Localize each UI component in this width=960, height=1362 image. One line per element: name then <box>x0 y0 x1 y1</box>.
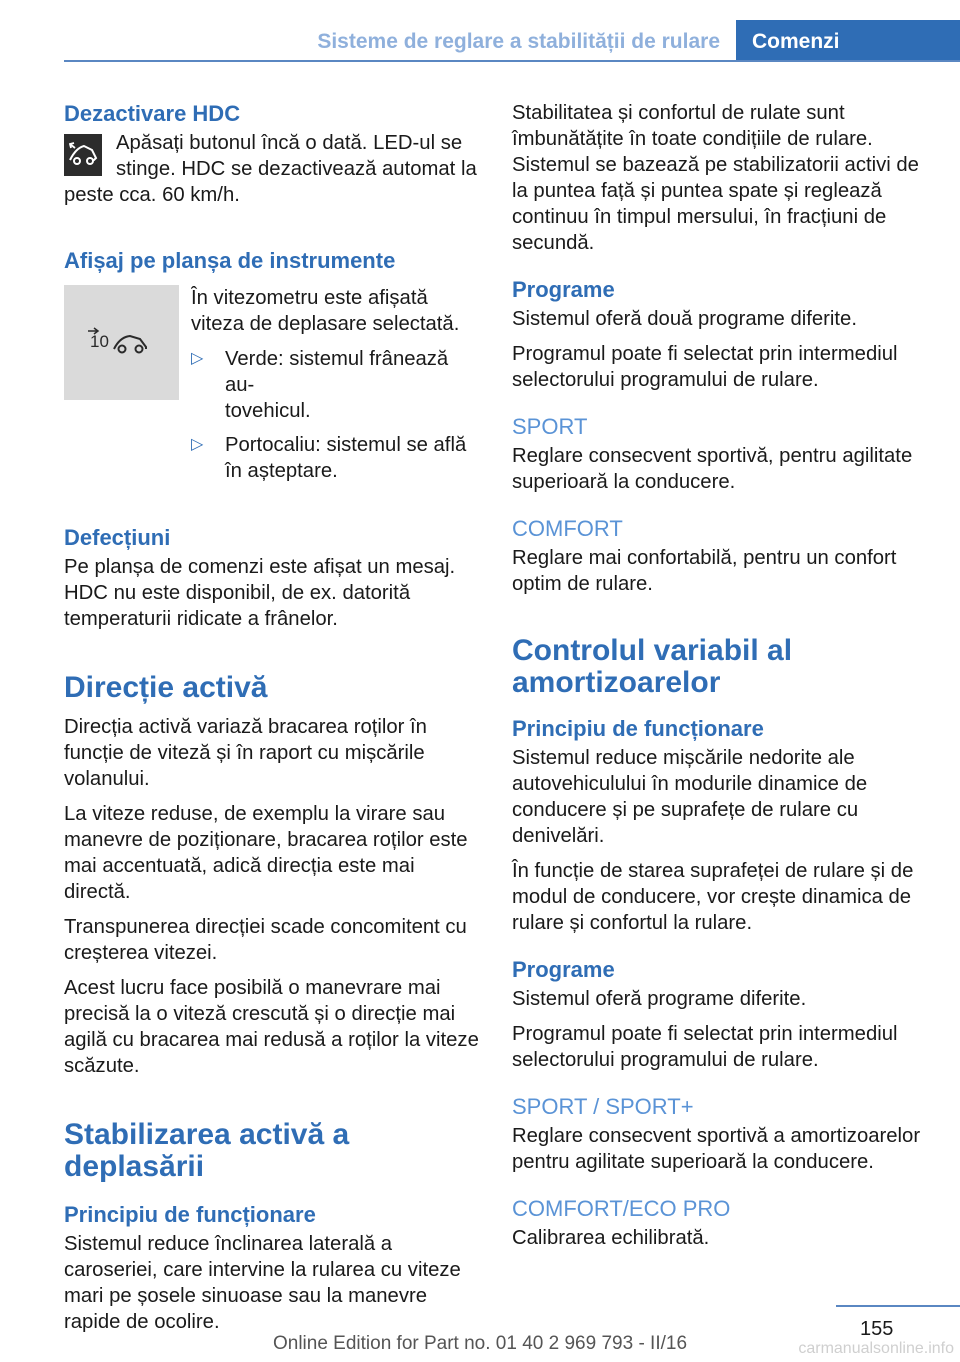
hdc-off-text: Apăsați butonul încă o dată. LED-ul se stinge. HDC se dezactivează automat la peste cca. 60 km/h. <box>64 132 477 206</box>
programs-2-heading: Programe <box>512 957 615 982</box>
hdc-off-heading: Dezactivare HDC <box>64 101 241 126</box>
variable-damper-heading: Controlul variabil al amortizoarelor <box>512 634 793 699</box>
fault-heading: Defecțiuni <box>64 525 171 550</box>
stability-intro-text: Stabilitatea și confortul de rulate sunt îmbunătățite în toate condițiile de rulare. Sistemul se bazează pe stabilizatorii activi de la puntea față și puntea spate și reglează continuu în timpul mersului, în fracțiuni de secundă. <box>512 102 919 254</box>
page-header <box>0 0 960 62</box>
steering-paragraph-2: La viteze reduse, de exemplu la virare sau manevre de poziționare, bracarea roților este mai accentuată, adică direcția este mai directă. <box>64 803 468 903</box>
header-chapter-tab[interactable]: Comenzi <box>736 20 960 62</box>
list-item: ▷ Portocaliu: sistemul se află în așteptare. <box>191 434 467 482</box>
programs-text-1: Sistemul oferă două programe diferite. <box>512 308 857 330</box>
display-text: În vitezometru este afișată viteza de deplasare selectată. <box>191 287 460 335</box>
watermark: carmanualsonline.info <box>798 1340 954 1357</box>
comfort-text: Reglare mai confortabilă, pentru un confort optim de rulare. <box>512 547 897 595</box>
programs-text-2: Programul poate fi selectat prin intermediul selectorului programului de rulare. <box>512 343 898 391</box>
programs-2-text-2: Programul poate fi selectat prin intermediul selectorului programului de rulare. <box>512 1023 898 1071</box>
damper-principle-heading: Principiu de funcționare <box>512 716 764 741</box>
triangle-bullet-icon: ▷ <box>191 350 204 367</box>
display-heading: Afișaj pe planșa de instrumente <box>64 248 396 273</box>
stabilization-principle-heading: Principiu de funcționare <box>64 1202 316 1227</box>
display-block <box>64 285 482 492</box>
triangle-bullet-icon: ▷ <box>191 436 204 453</box>
edition-footer: Online Edition for Part no. 01 40 2 969 793 - II/16 <box>272 1333 688 1354</box>
steering-paragraph-4: Acest lucru face posibilă o manevrare mai precisă la o viteză crescută și o direcție mai agilă cu bracarea mai redusă a roților la viteze scăzute. <box>64 977 479 1077</box>
header-section-title: Sisteme de reglare a stabilității de rulare <box>317 30 720 53</box>
sport-plus-heading: SPORT / SPORT+ <box>512 1094 694 1119</box>
programs-heading: Programe <box>512 277 615 302</box>
display-description <box>191 285 482 492</box>
hdc-off-block <box>64 130 482 217</box>
footer-divider <box>836 1305 960 1307</box>
active-steering-heading: Direcție activă <box>64 671 268 704</box>
programs-2-text-1: Sistemul oferă programe diferite. <box>512 988 807 1010</box>
steering-paragraph-3: Transpunerea direcției scade concomitent cu creșterea vitezei. <box>64 916 467 964</box>
active-stabilization-heading: Stabilizarea activă a deplasării <box>64 1118 350 1183</box>
page-number: 155 <box>860 1318 894 1340</box>
comfort-eco-heading: COMFORT/ECO PRO <box>512 1196 731 1221</box>
stabilization-text: Sistemul reduce înclinarea laterală a caroseriei, care intervine la rularea cu viteze mari pe șosele sinuoase sau la manevre rapide de ocolire. <box>64 1233 461 1333</box>
sport-plus-text: Reglare consecvent sportivă a amortizoarelor pentru agilitate superioară la conducere. <box>512 1125 921 1173</box>
fault-text: Pe planșa de comenzi este afișat un mesaj. HDC nu este disponibil, de ex. datorită temperaturii ridicate a frânelor. <box>64 556 456 630</box>
display-list <box>191 346 482 484</box>
sport-heading: SPORT <box>512 414 588 439</box>
display-speed-readout: 10 <box>90 332 109 351</box>
instrument-display-image <box>64 285 179 400</box>
list-item: ▷ Verde: sistemul frânează au- tovehicul. <box>191 348 449 422</box>
comfort-eco-text: Calibrarea echilibrată. <box>512 1227 710 1249</box>
damper-text-1: Sistemul reduce mișcările nedorite ale autovehiculului în modurile dinamice de conducere și pe suprafețe de rulare cu denivelări. <box>512 747 868 847</box>
left-column <box>64 100 482 1344</box>
right-column <box>512 100 932 1260</box>
header-divider <box>64 60 960 62</box>
comfort-heading: COMFORT <box>512 516 623 541</box>
hdc-button-icon <box>64 134 102 176</box>
sport-text: Reglare consecvent sportivă, pentru agilitate superioară la conducere. <box>512 445 913 493</box>
steering-paragraph-1: Direcția activă variază bracarea roților în funcție de viteză și în raport cu mișcările volanului. <box>64 716 427 790</box>
damper-text-2: În funcție de starea suprafeței de rulare și de modul de conducere, vor crește dinamica de rulare și confortul la rulare. <box>512 860 914 934</box>
